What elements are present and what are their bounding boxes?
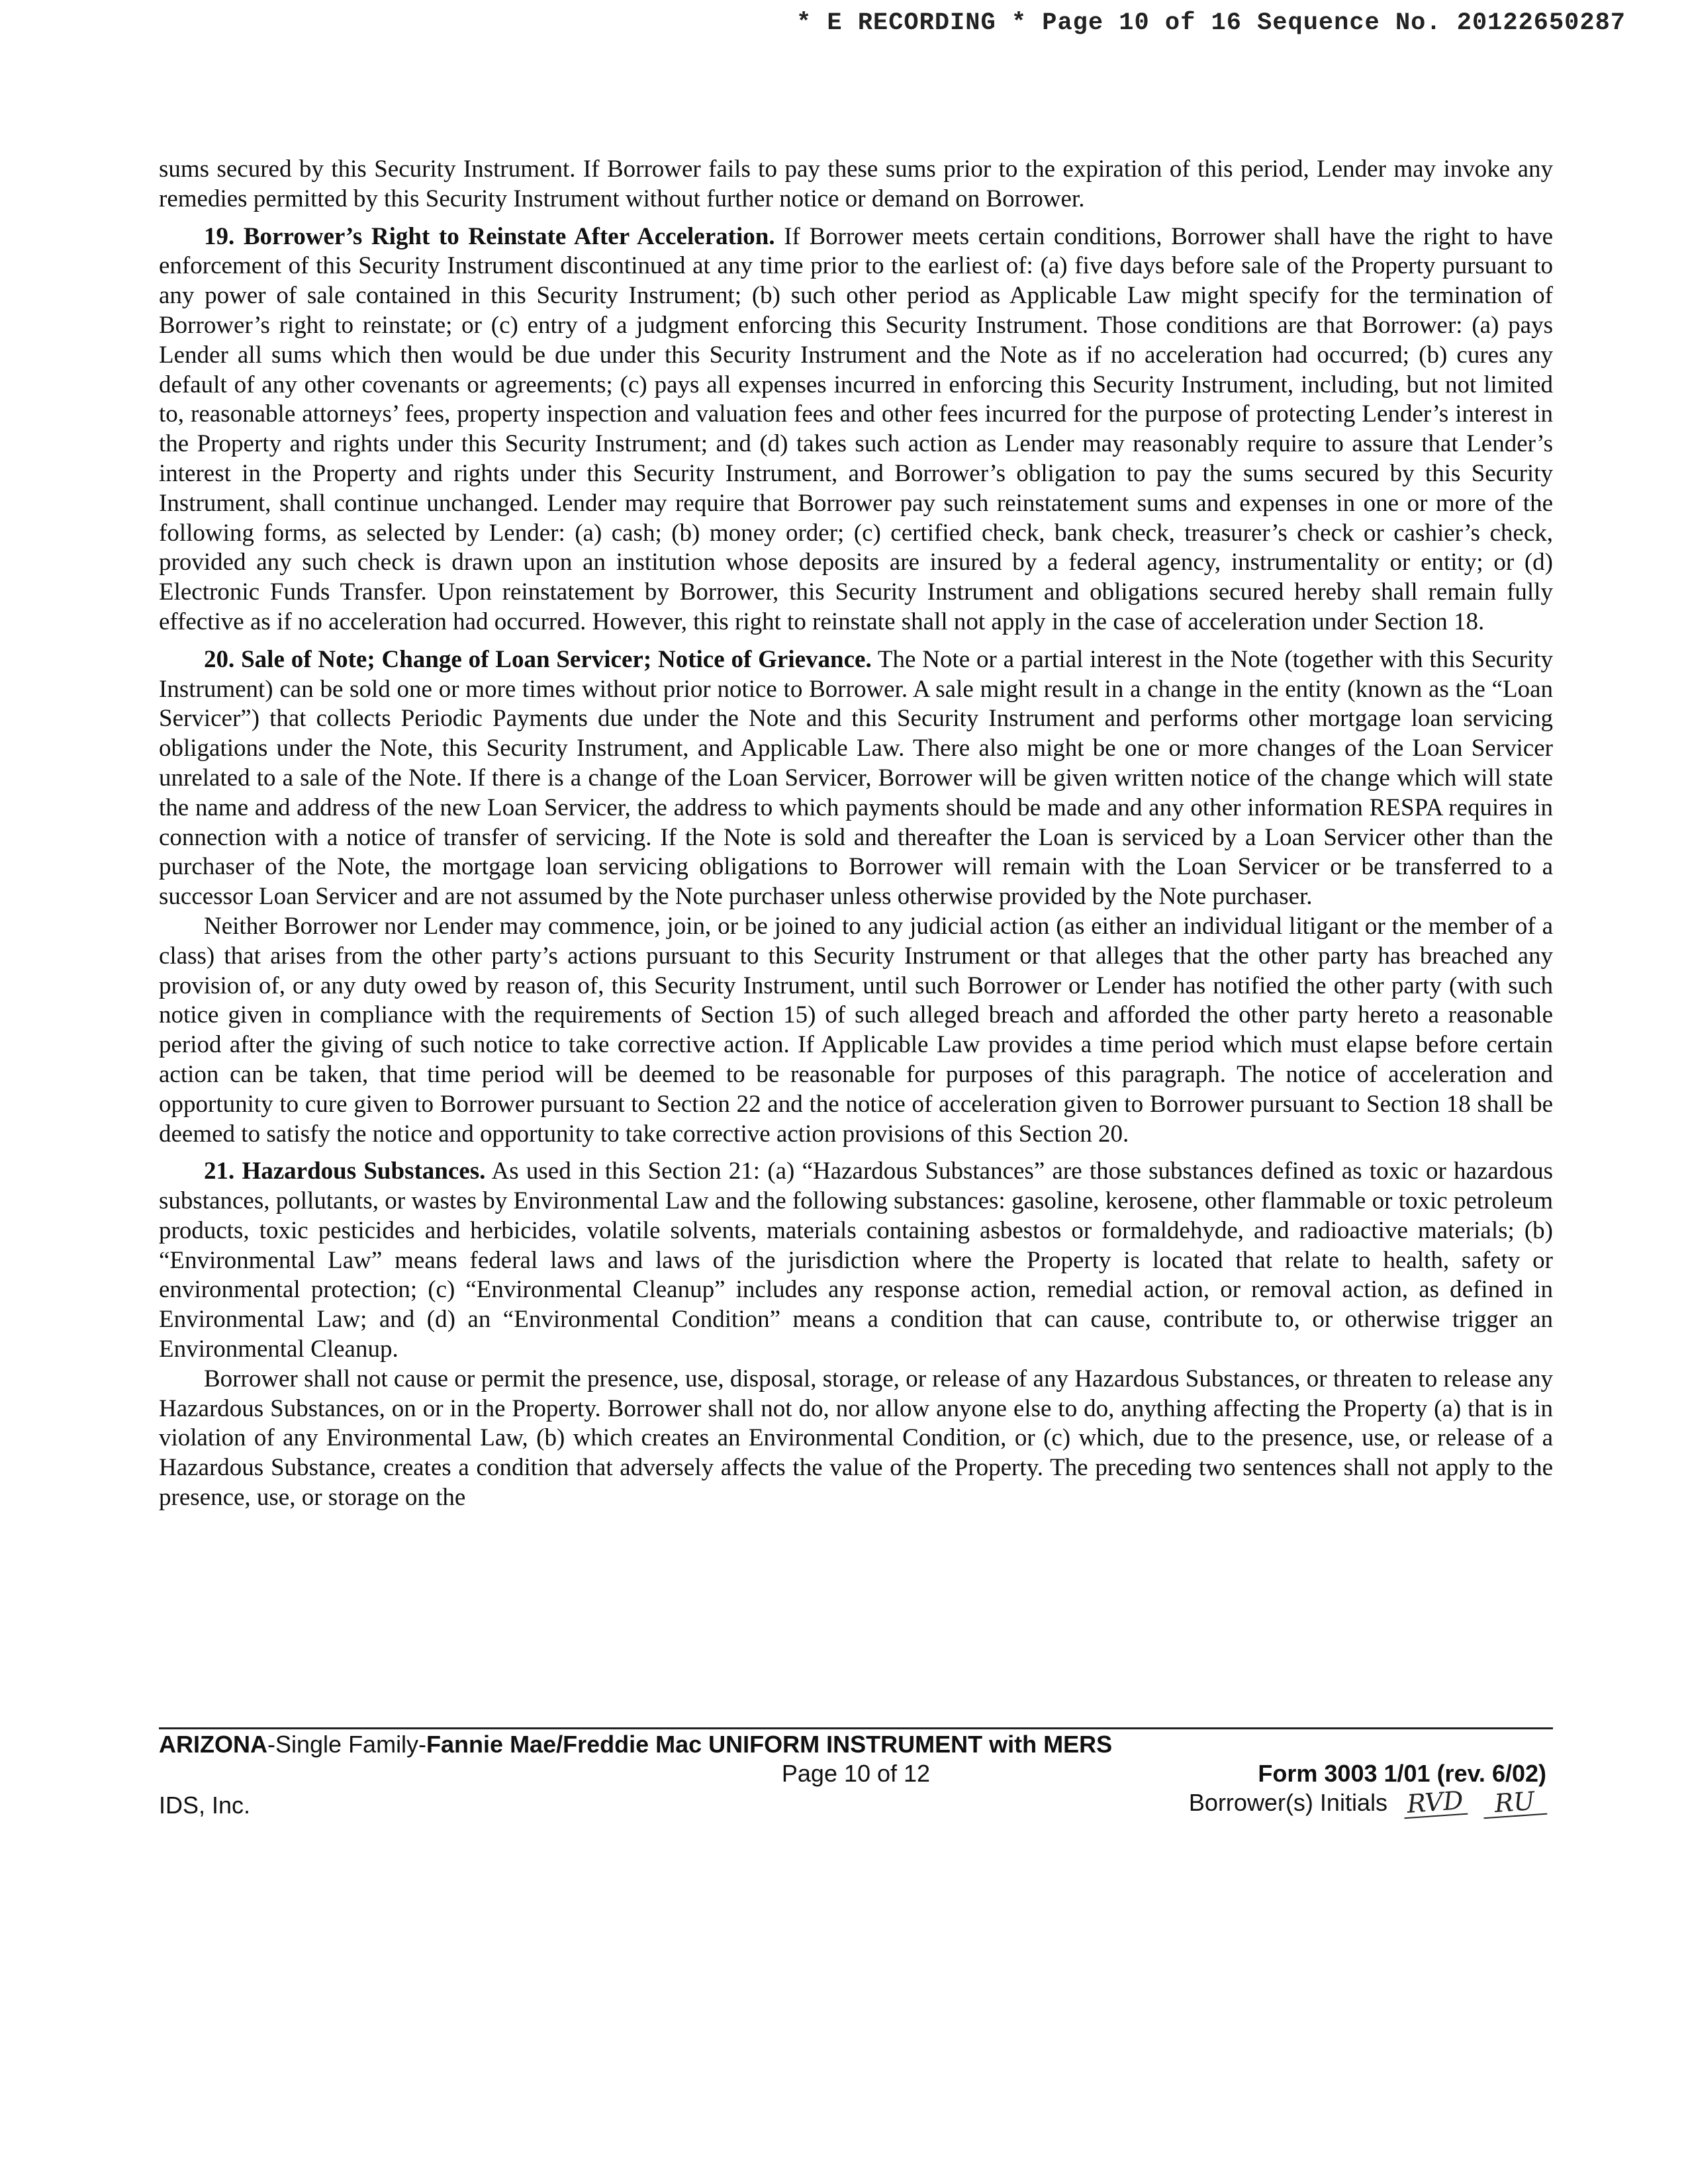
- section-19-paragraph: [159, 222, 1553, 637]
- section-20-heading: 20. Sale of Note; Change of Loan Servicer; Notice of Grievance.: [204, 645, 872, 673]
- form-agencies: Fannie Mae/Freddie Mac UNIFORM INSTRUMENT with MERS: [426, 1731, 1113, 1758]
- page-number: Page 10 of 12: [781, 1760, 931, 1787]
- company-name: IDS, Inc.: [159, 1792, 251, 1819]
- section-21-heading: 21. Hazardous Substances.: [204, 1158, 486, 1185]
- section-21-text: As used in this Section 21: (a) “Hazardous Substances” are those substances defined as toxic or hazardous substances, pollutants, or wastes by Environmental Law and the following substances: gasoline, kerosene, other flammable or toxic petroleum products, toxic pesticides and herbicides, volatile solvents, materials containing asbestos or formaldehyde, and radioactive materials; (b) “Environmental Law” means federal laws and laws of the jurisdiction where the Property is located that relate to health, safety or environmental protection; (c) “Environmental Cleanup” includes any response action, remedial action, or removal action, as defined in Environmental Law; and (d) an “Environmental Condition” means a condition that can cause, contribute to, or otherwise trigger an Environmental Cleanup.: [159, 1158, 1554, 1363]
- section-20-paragraph: [159, 645, 1553, 912]
- initials-label: Borrower(s) Initials: [1188, 1789, 1387, 1816]
- recording-stamp: * E RECORDING * Page 10 of 16 Sequence No. 20122650287: [796, 9, 1626, 37]
- section-21-paragraph: [159, 1157, 1553, 1365]
- page-footer: [159, 1730, 1553, 1817]
- section-19-heading: 19. Borrower’s Right to Reinstate After Acceleration.: [204, 222, 775, 250]
- section-21-paragraph-2: Borrower shall not cause or permit the presence, use, disposal, storage, or release of any Hazardous Substances, or threaten to release any Hazardous Substances, on or in the Property. Borrower shall not do, nor allow anyone else to do, anything affecting the Property (a) that is in violation of any Environmental Law, (b) which creates an Environmental Condition, or (c) which, due to the presence, use, or release of a Hazardous Substance, creates a condition that adversely affects the value of the Property. The preceding two sentences shall not apply to the presence, use, or storage on the: [159, 1365, 1553, 1512]
- document-body: [159, 155, 1553, 1513]
- section-20-text: The Note or a partial interest in the Note (together with this Security Instrument) can be sold one or more times without prior notice to Borrower. A sale might result in a change in the entity (known as the “Loan Servicer”) that collects Periodic Payments due under the Note and this Security Instrument and performs other mortgage loan servicing obligations under the Note, this Security Instrument, and Applicable Law. There also might be one or more changes of the Loan Servicer unrelated to a sale of the Note. If there is a change of the Loan Servicer, Borrower will be given written notice of the change which will state the name and address of the new Loan Servicer, the address to which payments should be made and any other information RESPA requires in connection with a notice of transfer of servicing. If the Note is sold and thereafter the Loan is serviced by a Loan Servicer other than the purchaser of the Note, the mortgage loan servicing obligations to Borrower will remain with the Loan Servicer or be transferred to a successor Loan Servicer and are not assumed by the Note purchaser unless otherwise provided by the Note purchaser.: [159, 645, 1553, 911]
- section-19-text: If Borrower meets certain conditions, Borrower shall have the right to have enforcement of this Security Instrument discontinued at any time prior to the earliest of: (a) five days before sale of the Property pursuant to any power of sale contained in this Security Instrument; (b) such other period as Applicable Law might specify for the termination of Borrower’s right to reinstate; or (c) entry of a judgment enforcing this Security Instrument. Those conditions are that Borrower: (a) pays Lender all sums which then would be due under this Security Instrument and the Note as if no acceleration had occurred; (b) cures any default of any other covenants or agreements; (c) pays all expenses incurred in enforcing this Security Instrument, including, but not limited to, reasonable attorneys’ fees, property inspection and valuation fees and other fees incurred for the purpose of protecting Lender’s interest in the Property and rights under this Security Instrument; and (d) takes such action as Lender may reasonably require to assure that Lender’s interest in the Property and rights under this Security Instrument, and Borrower’s obligation to pay the sums secured by this Security Instrument, shall continue unchanged. Lender may require that Borrower pay such reinstatement sums and expenses in one or more of the following forms, as selected by Lender: (a) cash; (b) money order; (c) certified check, bank check, treasurer’s check or cashier’s check, provided any such check is drawn upon an institution whose deposits are insured by a federal agency, instrumentality or entity; or (d) Electronic Funds Transfer. Upon reinstatement by Borrower, this Security Instrument and obligations secured hereby shall remain fully effective as if no acceleration had occurred. However, this right to reinstate shall not apply in the case of acceleration under Section 18.: [159, 222, 1553, 635]
- borrower-initials: [1189, 1788, 1546, 1817]
- form-type: -Single Family-: [267, 1731, 427, 1758]
- initials-signature-1: RVD: [1403, 1787, 1468, 1819]
- form-title: [159, 1730, 1553, 1759]
- initials-signature-2: RU: [1482, 1787, 1548, 1819]
- section-20-paragraph-2: Neither Borrower nor Lender may commence, join, or be joined to any judicial action (as either an individual litigant or the member of a class) that arises from the other party’s actions pursuant to this Security Instrument or that alleges that the other party has breached any provision of, or any duty owed by reason of, this Security Instrument, until such Borrower or Lender has notified the other party (with such notice given in compliance with the requirements of Section 15) of such alleged breach and afforded the other party hereto a reasonable period after the giving of such notice to take corrective action. If Applicable Law provides a time period which must elapse before certain action can be taken, that time period will be deemed to be reasonable for purposes of this paragraph. The notice of acceleration and opportunity to cure given to Borrower pursuant to Section 22 and the notice of acceleration given to Borrower pursuant to Section 18 shall be deemed to satisfy the notice and opportunity to take corrective action provisions of this Section 20.: [159, 912, 1553, 1148]
- footer-row-page: [159, 1759, 1553, 1788]
- form-state: ARIZONA: [159, 1731, 267, 1758]
- form-number: Form 3003 1/01 (rev. 6/02): [1258, 1760, 1546, 1787]
- intro-paragraph: sums secured by this Security Instrument. If Borrower fails to pay these sums prior to the expiration of this period, Lender may invoke any remedies permitted by this Security Instrument without further notice or demand on Borrower.: [159, 156, 1553, 212]
- footer-divider: [159, 1727, 1553, 1729]
- footer-row-initials: [159, 1788, 1553, 1817]
